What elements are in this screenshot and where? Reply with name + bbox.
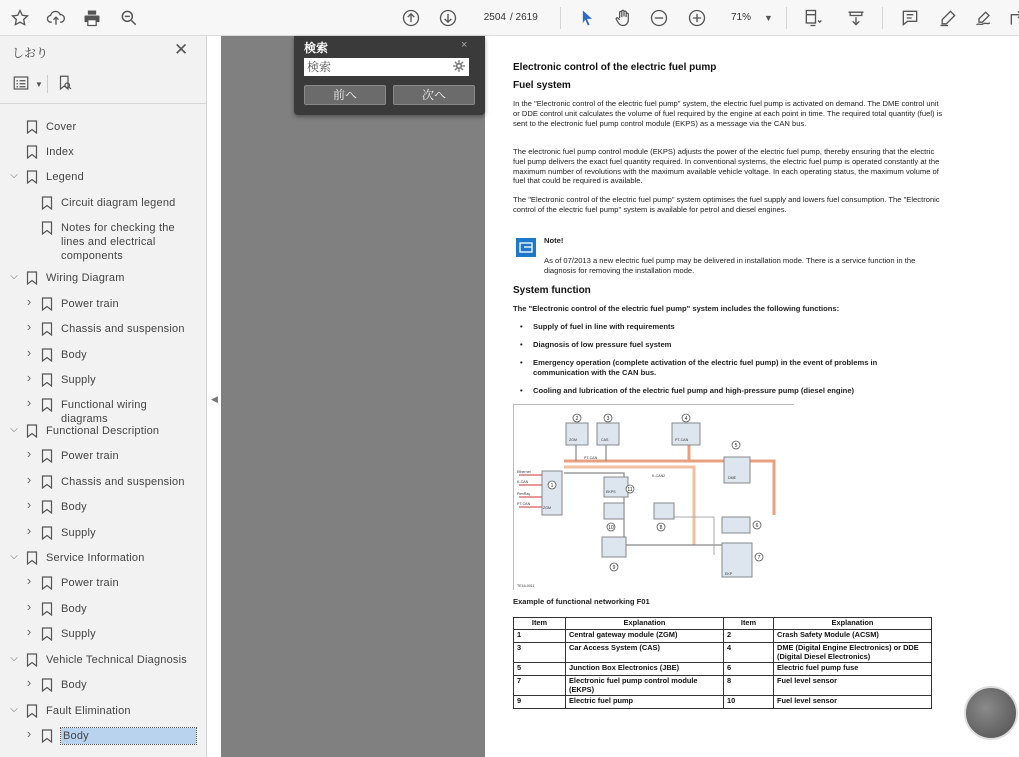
comment-icon[interactable] [897, 5, 923, 31]
chevron-right-icon[interactable]: › [26, 573, 32, 588]
bookmark-icon [41, 602, 53, 616]
bookmark-label: Body [61, 728, 196, 744]
bookmark-label: Index [46, 146, 74, 158]
bookmark-icon [41, 297, 53, 311]
svg-text:ZGM: ZGM [569, 438, 577, 442]
paragraph: In the "Electronic control of the electric fuel pump" system, the electric fuel pump is activated on demand. The DME control unit or DDE control unit calculates the volume of fuel required by the engine at each point in time. The required total quantity (fuel) is sent to the electronic fuel pump control module (EKPS) as a message via the CAN bus. [513, 99, 943, 128]
bookmark-item[interactable] [0, 345, 205, 367]
bookmark-icon [41, 729, 53, 743]
bookmark-icon [41, 196, 53, 210]
search-input[interactable] [304, 58, 469, 76]
bookmark-icon [26, 653, 38, 667]
zoom-in-icon[interactable] [684, 5, 710, 31]
bookmark-label: Body [61, 501, 87, 513]
bookmark-icon [26, 145, 38, 159]
chevron-down-icon[interactable]: ⌵ [10, 170, 18, 181]
bookmark-item[interactable] [0, 624, 205, 646]
functional-networking-diagram [513, 404, 794, 590]
toolbar-divider [882, 7, 883, 29]
search-input-value: 検索 [307, 60, 332, 74]
bookmark-item[interactable] [0, 599, 205, 621]
table-header-row [514, 618, 932, 630]
section-heading: Fuel system [513, 80, 571, 91]
chevron-right-icon[interactable]: › [26, 497, 32, 512]
chevron-down-icon[interactable]: ⌵ [10, 551, 18, 562]
table-cell: 10 [724, 696, 774, 709]
table-cell: Fuel level sensor [774, 676, 932, 696]
bookmark-item[interactable] [0, 117, 205, 139]
table-cell: Electronic fuel pump control module (EKPS) [566, 676, 724, 696]
bookmark-label: Supply [61, 374, 96, 386]
bookmark-icon [41, 678, 53, 692]
share-icon[interactable] [1005, 5, 1019, 31]
svg-text:FlexRay: FlexRay [517, 492, 531, 496]
close-icon[interactable]: × [461, 39, 468, 51]
zoom-search-icon[interactable] [116, 5, 142, 31]
toolbar-divider [786, 7, 787, 29]
bookmark-label: Notes for checking the lines and electrical components [61, 222, 175, 262]
bookmark-item[interactable] [0, 142, 205, 164]
bookmark-label: Supply [61, 527, 96, 539]
zoom-out-icon[interactable] [646, 5, 672, 31]
bookmark-item[interactable] [0, 497, 205, 519]
table-header: Item [514, 618, 566, 630]
table-cell: Junction Box Electronics (JBE) [566, 663, 724, 676]
bookmark-icon [26, 424, 38, 438]
bookmark-label: Body [61, 349, 87, 361]
table-cell: 6 [724, 663, 774, 676]
note-title: Note! [544, 236, 564, 245]
highlight-icon[interactable] [935, 5, 961, 31]
toolbar [0, 0, 1019, 36]
bookmark-item[interactable] [0, 548, 205, 570]
page-number-input[interactable]: 2504 [483, 12, 506, 23]
svg-text:PT-CAN: PT-CAN [584, 456, 598, 460]
chevron-right-icon[interactable]: › [26, 675, 32, 690]
bookmark-label: Supply [61, 628, 96, 640]
bookmark-item[interactable] [0, 319, 205, 341]
list-item: • Diagnosis of low pressure fuel system [533, 340, 913, 350]
chevron-right-icon[interactable]: › [26, 472, 32, 487]
bookmark-icon [26, 170, 38, 184]
chevron-down-icon[interactable]: ⌵ [10, 271, 18, 282]
table-cell: 7 [514, 676, 566, 696]
bookmark-label: Body [61, 679, 87, 691]
list-item: • Emergency operation (complete activation of the electric fuel pump) in the event of problems in communication with the CAN bus. [533, 358, 913, 378]
svg-text:9: 9 [612, 565, 616, 571]
star-icon[interactable] [7, 5, 33, 31]
previous-button[interactable]: 前へ [304, 85, 386, 105]
svg-text:11: 11 [627, 487, 633, 493]
bookmark-item[interactable] [0, 193, 205, 215]
page-up-icon[interactable] [398, 5, 424, 31]
bookmark-item[interactable] [0, 446, 205, 468]
bookmark-item[interactable] [0, 726, 205, 748]
svg-text:8: 8 [659, 525, 663, 531]
chevron-right-icon[interactable]: › [26, 726, 32, 741]
hand-icon[interactable] [610, 5, 636, 31]
table-header: Explanation [774, 618, 932, 630]
upload-icon[interactable] [43, 5, 69, 31]
table-cell: 2 [724, 630, 774, 643]
bookmark-icon [41, 398, 53, 412]
bookmark-icon [41, 475, 53, 489]
diagram-caption: Example of functional networking F01 [513, 597, 650, 606]
svg-text:PT-CAN: PT-CAN [675, 438, 689, 442]
bookmark-item[interactable] [0, 573, 205, 595]
zoom-level-input[interactable]: 71% [730, 12, 751, 23]
chevron-right-icon[interactable]: › [26, 370, 32, 385]
chevron-right-icon[interactable]: › [26, 395, 32, 410]
table-cell: Crash Safety Module (ACSM) [774, 630, 932, 643]
bookmark-label: Cover [46, 121, 77, 133]
bookmarks-panel [0, 36, 207, 757]
chevron-down-icon[interactable]: ▼ [764, 13, 773, 23]
toolbar-divider [560, 7, 561, 29]
list-item: • Supply of fuel in line with requirements [533, 322, 913, 332]
chevron-right-icon[interactable]: › [26, 599, 32, 614]
note-icon [516, 238, 536, 257]
note-text: As of 07/2013 a new electric fuel pump may be delivered in installation mode. There is a service function in the diagnosis for removing the installation mode. [544, 256, 916, 275]
svg-text:1: 1 [550, 483, 554, 489]
svg-text:Ethernet: Ethernet [517, 470, 531, 474]
section-heading: System function [513, 285, 591, 296]
table-cell: Fuel level sensor [774, 696, 932, 709]
scroll-mode-icon[interactable] [843, 5, 869, 31]
paragraph: The electronic fuel pump control module (EKPS) adjusts the power of the electric fuel pump, thereby ensuring that the electric fuel pump delivers the exact fuel quantity required. In conventional systems, the electric fuel pump is operated constantly at the maximum number of revolutions with the maximum available vehicle voltage. In each operating status, the maximum volume of fuel that could be required is available. [513, 147, 940, 186]
table-cell: 4 [724, 643, 774, 663]
table-cell: Electric fuel pump [566, 696, 724, 709]
chevron-right-icon[interactable]: › [26, 446, 32, 461]
next-button[interactable]: 次へ [393, 85, 475, 105]
table-cell: 8 [724, 676, 774, 696]
svg-text:TE16-0011: TE16-0011 [517, 584, 535, 588]
table-row [514, 663, 932, 676]
chevron-right-icon[interactable]: › [26, 523, 32, 538]
sign-icon[interactable] [971, 5, 997, 31]
svg-text:10: 10 [608, 525, 614, 531]
bookmark-icon [26, 120, 38, 134]
svg-text:EKP: EKP [725, 572, 733, 576]
bookmark-item[interactable] [0, 701, 205, 723]
table-row [514, 630, 932, 643]
svg-text:5: 5 [734, 443, 738, 449]
table-body [514, 630, 932, 709]
print-icon[interactable] [79, 5, 105, 31]
svg-text:6: 6 [755, 523, 759, 529]
paragraph: The "Electronic control of the electric fuel pump" system optimises the fuel supply and lowers fuel consumption. The "Electronic control of the electric fuel pump" system is available for petrol and diesel engines. [513, 195, 940, 214]
bookmark-item[interactable] [0, 472, 205, 494]
bookmark-search-icon[interactable] [56, 74, 74, 97]
table-cell: 5 [514, 663, 566, 676]
bookmark-item[interactable] [0, 167, 205, 189]
bookmark-icon [26, 704, 38, 718]
bookmark-icon [41, 576, 53, 590]
bookmark-item[interactable] [0, 294, 205, 316]
explanation-table [513, 617, 932, 709]
chevron-right-icon[interactable]: › [26, 345, 32, 360]
bookmark-item[interactable] [0, 268, 205, 290]
bookmark-icon [41, 500, 53, 514]
svg-text:7: 7 [757, 555, 761, 561]
bookmark-icon [41, 348, 53, 362]
bookmark-icon [26, 271, 38, 285]
bookmark-label: Functional Description [46, 425, 160, 437]
bookmark-item[interactable] [0, 523, 205, 545]
bookmark-item[interactable] [0, 421, 205, 443]
table-cell: 9 [514, 696, 566, 709]
table-cell: Electric fuel pump fuse [774, 663, 932, 676]
fit-page-icon[interactable] [800, 5, 826, 31]
table-cell: Central gateway module (ZGM) [566, 630, 724, 643]
search-popup [294, 36, 485, 115]
bookmark-label: Power train [61, 450, 119, 462]
bookmark-label: Body [61, 603, 87, 615]
paragraph: The "Electronic control of the electric fuel pump" system includes the following functions: [513, 304, 840, 313]
page-heading: Electronic control of the electric fuel pump [513, 62, 717, 73]
chevron-down-icon[interactable]: ⌵ [10, 424, 18, 435]
bookmark-icon [41, 373, 53, 387]
chevron-down-icon[interactable]: ▼ [35, 80, 43, 89]
svg-text:EKPS: EKPS [606, 490, 616, 494]
bookmark-icon [41, 526, 53, 540]
svg-text:DME: DME [728, 476, 736, 480]
toolbar-divider [47, 75, 48, 93]
bookmark-label: Functional wiring diagrams [61, 399, 147, 425]
bookmark-label: Legend [46, 171, 84, 183]
gear-icon[interactable] [452, 59, 466, 73]
search-title: 検索 [304, 41, 329, 55]
collapse-panel-icon[interactable]: ◀ [211, 394, 218, 404]
bookmark-label: Power train [61, 577, 119, 589]
svg-text:PT-CAN: PT-CAN [517, 502, 531, 506]
svg-text:4: 4 [684, 416, 688, 422]
bookmark-item[interactable] [0, 675, 205, 697]
table-row [514, 676, 932, 696]
bookmark-label: Vehicle Technical Diagnosis [46, 654, 187, 666]
svg-text:ZGM: ZGM [543, 506, 551, 510]
bookmark-icon [41, 627, 53, 641]
bookmark-icon [41, 221, 53, 235]
bookmark-item[interactable] [0, 650, 205, 672]
bookmark-toolbar [0, 66, 207, 104]
table-row [514, 643, 932, 663]
chevron-right-icon[interactable]: › [26, 319, 32, 334]
bookmark-label: Chassis and suspension [61, 476, 185, 488]
bookmark-label: Circuit diagram legend [61, 197, 176, 209]
panel-title: しおり [12, 46, 49, 60]
page-total: / 2619 [510, 12, 538, 23]
bookmark-item[interactable] [0, 395, 205, 425]
bookmark-item[interactable] [0, 218, 205, 262]
chevron-down-icon[interactable]: ⌵ [10, 704, 18, 715]
table-cell: 3 [514, 643, 566, 663]
list-item: • Cooling and lubrication of the electric fuel pump and high-pressure pump (diesel engine) [533, 386, 923, 396]
chevron-down-icon[interactable]: ⌵ [10, 653, 18, 664]
table-header: Item [724, 618, 774, 630]
chevron-right-icon[interactable]: › [26, 624, 32, 639]
svg-text:3: 3 [606, 416, 610, 422]
bookmark-label: Wiring Diagram [46, 272, 125, 284]
svg-text:CAS: CAS [601, 438, 609, 442]
svg-text:K-CAN: K-CAN [517, 480, 529, 484]
table-header: Explanation [566, 618, 724, 630]
bookmark-label: Chassis and suspension [61, 323, 185, 335]
bookmark-icon [26, 551, 38, 565]
floating-magnifier-icon[interactable] [964, 686, 1018, 740]
bookmark-label: Power train [61, 298, 119, 310]
bookmark-item[interactable] [0, 370, 205, 392]
table-cell: 1 [514, 630, 566, 643]
svg-text:2: 2 [575, 416, 579, 422]
bookmark-label: Fault Elimination [46, 705, 131, 717]
table-cell: Car Access System (CAS) [566, 643, 724, 663]
bookmark-icon [41, 322, 53, 336]
table-row [514, 696, 932, 709]
list-options-icon[interactable] [12, 74, 30, 97]
bookmark-label: Service Information [46, 552, 145, 564]
bookmark-icon [41, 449, 53, 463]
svg-text:K-CAN2: K-CAN2 [652, 474, 666, 478]
select-cursor-icon[interactable] [574, 5, 600, 31]
table-cell: DME (Digital Engine Electronics) or DDE (Digital Diesel Electronics) [774, 643, 932, 663]
close-icon[interactable]: ✕ [174, 40, 189, 59]
chevron-right-icon[interactable]: › [26, 294, 32, 309]
page-down-icon[interactable] [435, 5, 461, 31]
